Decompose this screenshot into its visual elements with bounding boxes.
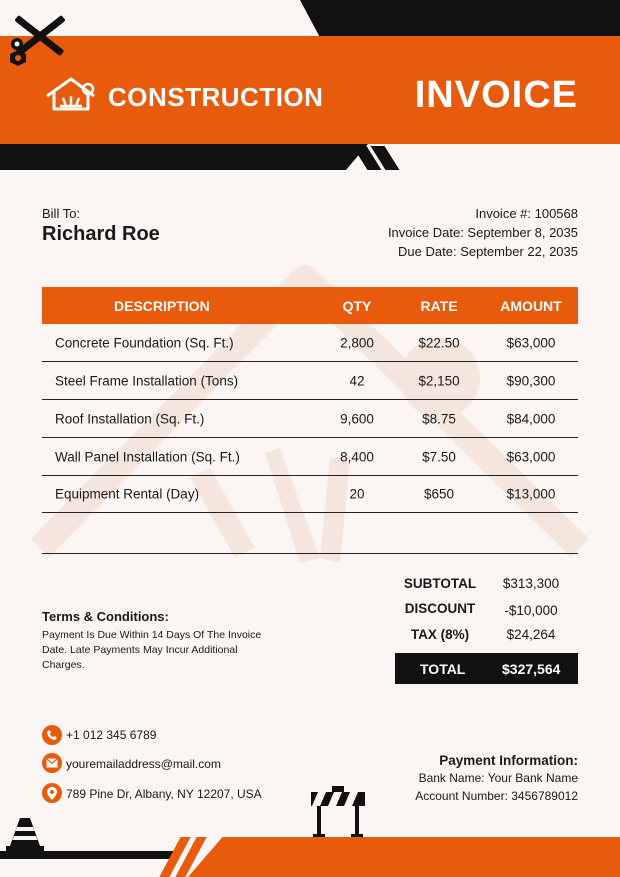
payment-account: Account Number: 3456789012 <box>415 789 578 803</box>
header-description: DESCRIPTION <box>114 297 210 314</box>
brand-name: CONSTRUCTION <box>108 82 324 112</box>
traffic-cone-icon <box>6 816 44 852</box>
house-logo-icon <box>44 76 102 112</box>
row-amount: $63,000 <box>506 449 556 464</box>
bill-to-name: Richard Roe <box>42 223 160 245</box>
total-value: $327,564 <box>502 660 561 677</box>
divider <box>42 553 578 554</box>
row-rate: $8.75 <box>422 411 456 426</box>
row-qty: 8,400 <box>340 449 374 464</box>
invoice-date: Invoice Date: September 8, 2035 <box>387 225 578 240</box>
subtotal-label: SUBTOTAL <box>403 576 477 591</box>
barrier-icon <box>310 786 366 838</box>
total-label: TOTAL <box>420 660 466 677</box>
row-description: Roof Installation (Sq. Ft.) <box>55 411 205 426</box>
row-qty: 42 <box>349 373 365 388</box>
table-row <box>42 324 578 362</box>
table-row <box>42 362 578 400</box>
payment-title: Payment Information: <box>439 753 578 768</box>
footer-orange-band <box>188 837 620 877</box>
row-rate: $22.50 <box>418 335 460 350</box>
row-amount: $90,300 <box>506 373 556 388</box>
row-amount: $84,000 <box>506 411 556 426</box>
terms-text: Payment Is Due Within 14 Days Of The Invoice Date. Late Payments May Incur Additional Charges. <box>42 629 262 671</box>
row-description: Concrete Foundation (Sq. Ft.) <box>55 335 234 350</box>
table-row <box>42 438 578 476</box>
payment-bank: Bank Name: Your Bank Name <box>418 771 578 785</box>
phone-icon <box>42 725 62 745</box>
phone-text: +1 012 345 6789 <box>66 728 157 742</box>
invoice-title: INVOICE <box>414 74 578 116</box>
invoice-number: Invoice #: 100568 <box>475 206 578 221</box>
header-amount: AMOUNT <box>500 297 562 314</box>
table-row <box>42 476 578 513</box>
header-rate: RATE <box>420 297 458 314</box>
tax-value: $24,264 <box>506 627 556 642</box>
row-qty: 2,800 <box>340 335 374 350</box>
row-description: Equipment Rental (Day) <box>55 486 200 502</box>
header-black-band-bottom <box>0 144 368 170</box>
items-table <box>42 287 578 513</box>
row-amount: $13,000 <box>506 486 556 502</box>
email-text: youremailaddress@mail.com <box>66 757 221 771</box>
header-black-band-top <box>300 0 620 36</box>
due-date: Due Date: September 22, 2035 <box>398 244 578 259</box>
location-icon <box>42 783 62 803</box>
row-rate: $2,150 <box>418 373 460 388</box>
discount-label: DISCOUNT <box>404 601 476 616</box>
row-rate: $7.50 <box>422 449 456 464</box>
row-rate: $650 <box>423 486 455 502</box>
tools-icon <box>4 6 76 70</box>
footer-black-band <box>0 851 178 859</box>
terms-title: Terms & Conditions: <box>42 609 169 624</box>
discount-value: -$10,000 <box>504 603 558 618</box>
tax-label: TAX (8%) <box>410 627 470 642</box>
table-row <box>42 400 578 438</box>
row-description: Steel Frame Installation (Tons) <box>55 373 239 388</box>
address-text: 789 Pine Dr, Albany, NY 12207, USA <box>66 787 262 801</box>
row-description: Wall Panel Installation (Sq. Ft.) <box>55 449 240 464</box>
email-icon <box>42 753 62 773</box>
row-qty: 20 <box>349 486 365 502</box>
row-amount: $63,000 <box>506 335 556 350</box>
table-header <box>42 287 578 324</box>
subtotal-value: $313,300 <box>502 576 560 591</box>
row-qty: 9,600 <box>340 411 374 426</box>
header-qty: QTY <box>342 297 372 314</box>
bill-to-label: Bill To: <box>42 206 81 221</box>
total-bar <box>395 653 578 684</box>
